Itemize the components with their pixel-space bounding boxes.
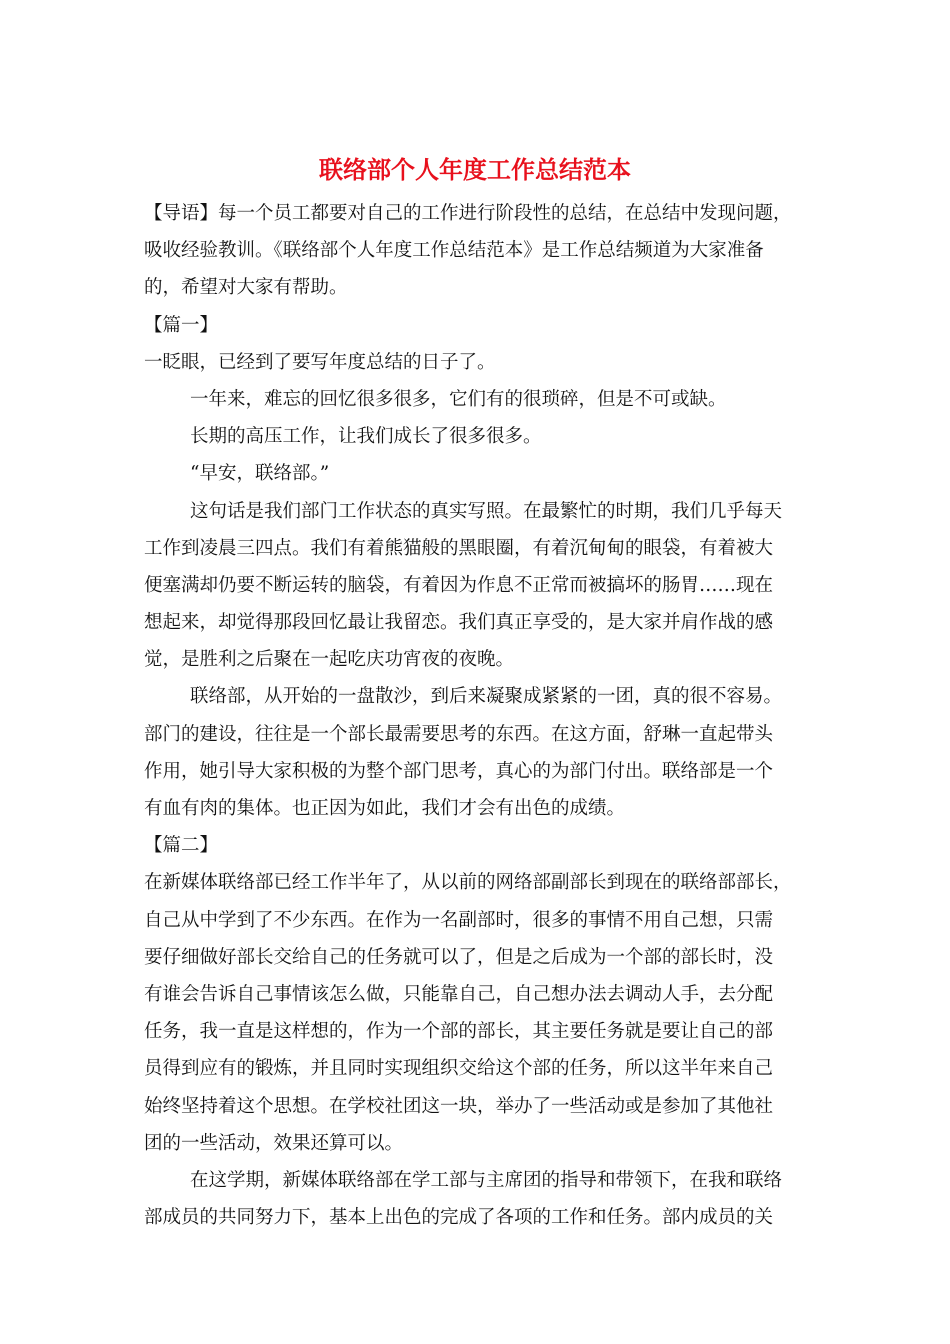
text-line: 员得到应有的锻炼，并且同时实现组织交给这个部的任务，所以这半年来自己 (144, 1058, 774, 1080)
text-line: 一年来，难忘的回忆很多很多，它们有的很琐碎，但是不可或缺。 (190, 388, 727, 410)
text-line: 工作到凌晨三四点。我们有着熊猫般的黑眼圈，有着沉甸甸的眼袋，有着被大 (144, 537, 774, 559)
text-line: 这句话是我们部门工作状态的真实写照。在最繁忙的时期，我们几乎每天 (190, 500, 783, 522)
text-line: 联络部，从开始的一盘散沙，到后来凝聚成紧紧的一团，真的很不容易。 (190, 686, 783, 708)
section-heading: 【篇二】 (144, 835, 219, 857)
text-line: 【导语】每一个员工都要对自己的工作进行阶段性的总结，在总结中发现问题， (144, 203, 792, 224)
text-line: 在这学期，新媒体联络部在学工部与主席团的指导和带领下，在我和联络 (190, 1169, 783, 1191)
text-line: 作用，她引导大家积极的为整个部门思考，真心的为部门付出。联络部是一个 (144, 760, 774, 782)
text-line: 吸收经验教训。《联络部个人年度工作总结范本》是工作总结频道为大家准备 (144, 240, 764, 262)
text-line: “早安，联络部。” (190, 463, 330, 485)
text-line: 想起来，却觉得那段回忆最让我留恋。我们真正享受的，是大家并肩作战的感 (144, 612, 774, 634)
text-line: 的，希望对大家有帮助。 (144, 277, 348, 299)
text-line: 部门的建设，往往是一个部长最需要思考的东西。在这方面，舒琳一直起带头 (144, 723, 774, 745)
text-line: 有血有肉的集体。也正因为如此，我们才会有出色的成绩。 (144, 798, 626, 819)
text-line: 觉，是胜利之后聚在一起吃庆功宵夜的夜晚。 (144, 649, 515, 671)
text-line: 有谁会告诉自己事情该怎么做，只能靠自己，自己想办法去调动人手，去分配 (144, 983, 774, 1005)
text-line: 一眨眼，已经到了要写年度总结的日子了。 (144, 351, 496, 373)
text-line: 团的一些活动，效果还算可以。 (144, 1132, 404, 1154)
text-line: 任务，我一直是这样想的，作为一个部的部长，其主要任务就是要让自己的部 (144, 1021, 774, 1043)
text-line: 始终坚持着这个思想。在学校社团这一块，举办了一些活动或是参加了其他社 (144, 1095, 774, 1117)
text-line: 要仔细做好部长交给自己的任务就可以了，但是之后成为一个部的部长时，没 (144, 946, 774, 968)
text-line: 自己从中学到了不少东西。在作为一名副部时，很多的事情不用自己想，只需 (144, 909, 774, 931)
text-line: 长期的高压工作，让我们成长了很多很多。 (190, 426, 542, 448)
intro-paragraph (144, 195, 810, 1236)
text-line: 在新媒体联络部已经工作半年了，从以前的网络部副部长到现在的联络部部长， (144, 872, 792, 894)
section-heading: 【篇一】 (144, 314, 219, 336)
text-line: 部成员的共同努力下，基本上出色的完成了各项的工作和任务。部内成员的关 (144, 1207, 774, 1229)
document-title: 联络部个人年度工作总结范本 (319, 155, 631, 184)
text-line: 便塞满却仍要不断运转的脑袋，有着因为作息不正常而被搞坏的肠胃……现在 (144, 574, 774, 596)
